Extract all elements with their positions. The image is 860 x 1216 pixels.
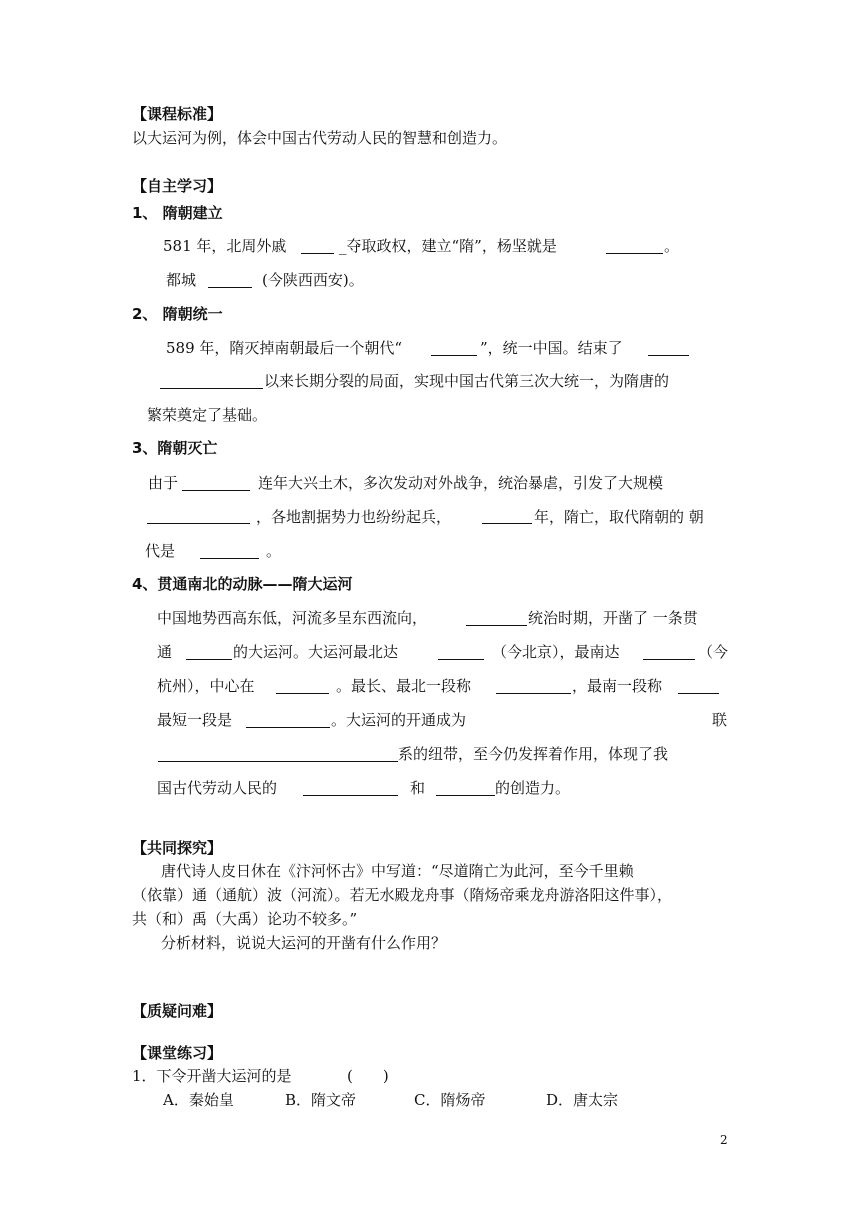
item4-title: 4、贯通南北的动脉——隋大运河 bbox=[132, 575, 353, 593]
item2-line2: 以来长期分裂的局面，实现中国古代第三次大统一，为隋唐的 bbox=[264, 372, 670, 390]
item2-line1a: 589 年，隋灭掉南朝最后一个朝代“ bbox=[166, 339, 403, 357]
option-c: C．隋炀帝 bbox=[414, 1091, 486, 1109]
self-study-heading: 【自主学习】 bbox=[132, 177, 223, 195]
blank-field bbox=[160, 388, 263, 389]
blank-field bbox=[182, 490, 250, 491]
blank-field bbox=[246, 727, 330, 728]
practice-heading: 【课堂练习】 bbox=[132, 1044, 223, 1062]
blank-field bbox=[496, 693, 571, 694]
blank-field bbox=[158, 761, 398, 762]
explore-paragraph-line: 唐代诗人皮日休在《汴河怀古》中写道：“尽道隋亡为此河，至今千里赖 bbox=[161, 862, 634, 880]
option-d: D．唐太宗 bbox=[546, 1091, 619, 1109]
item4-line2b: 的大运河。大运河最北达 bbox=[233, 643, 399, 661]
explore-paragraph-line: （依靠）通（通航）波（河流）。若无水殿龙舟事（隋炀帝乘龙舟游洛阳这件事）， bbox=[132, 886, 673, 904]
curriculum-heading: 【课程标准】 bbox=[132, 105, 223, 123]
blank-field bbox=[648, 355, 689, 356]
item1-line2a: 都城 bbox=[166, 271, 197, 289]
explore-paragraph-line: 共（和）禹（大禹）论功不较多。” bbox=[132, 910, 358, 928]
item4-line2c: （今北京），最南达 bbox=[492, 643, 620, 661]
item2-title: 2、 隋朝统一 bbox=[132, 305, 223, 323]
blank-field bbox=[643, 659, 695, 660]
item4-line6b: 和 bbox=[410, 779, 426, 797]
blank-field bbox=[678, 693, 719, 694]
curriculum-text: 以大运河为例，体会中国古代劳动人民的智慧和创造力。 bbox=[132, 129, 508, 147]
item4-line4b: 。大运河的开通成为 bbox=[331, 711, 467, 729]
blank-field bbox=[303, 795, 398, 796]
item3-line2b: 年，隋亡，取代隋朝的 朝 bbox=[534, 508, 704, 526]
item4-line5: 系的纽带，至今仍发挥着作用，体现了我 bbox=[398, 745, 669, 763]
item4-line4a: 最短一段是 bbox=[157, 711, 233, 729]
explore-question: 分析材料，说说大运河的开凿有什么作用？ bbox=[161, 934, 447, 952]
blank-field bbox=[436, 795, 495, 796]
blank-field bbox=[147, 523, 250, 524]
item4-line3a: 杭州），中心在 bbox=[157, 677, 255, 695]
blank-field bbox=[200, 558, 259, 559]
questions-heading: 【质疑问难】 bbox=[132, 1002, 223, 1020]
item2-line1b: ”，统一中国。结束了 bbox=[480, 339, 623, 357]
option-b: B．隋文帝 bbox=[285, 1091, 357, 1109]
item1-line2b: (今陕西西安)。 bbox=[262, 271, 364, 289]
item4-line1a: 中国地势西高东低，河流多呈东西流向， bbox=[157, 609, 428, 627]
item1-line1a: 581 年，北周外戚 bbox=[163, 237, 287, 255]
item1-title: 1、 隋朝建立 bbox=[132, 204, 223, 222]
blank-field bbox=[482, 523, 532, 524]
blank-field bbox=[438, 659, 484, 660]
item3-line1b: 连年大兴土木，多次发动对外战争，统治暴虐，引发了大规模 bbox=[258, 474, 664, 492]
item3-line1a: 由于 bbox=[148, 474, 179, 492]
option-a: A．秦始皇 bbox=[163, 1091, 234, 1109]
item3-line3a: 代是 bbox=[145, 542, 176, 560]
blank-field bbox=[186, 659, 232, 660]
item2-line3: 繁荣奠定了基础。 bbox=[147, 406, 268, 424]
blank-field bbox=[208, 287, 252, 288]
blank-field bbox=[301, 253, 334, 254]
item4-line3c: ，最南一段称 bbox=[572, 677, 663, 695]
item1-line1b: _夺取政权，建立“隋”，杨坚就是 bbox=[339, 237, 557, 255]
item4-line3b: 。最长、最北一段称 bbox=[336, 677, 472, 695]
item4-line2d: （今 bbox=[698, 643, 729, 661]
page-number: 2 bbox=[720, 1133, 728, 1147]
item3-line3b: 。 bbox=[266, 542, 282, 560]
blank-field bbox=[276, 693, 329, 694]
item4-line6a: 国古代劳动人民的 bbox=[157, 779, 278, 797]
item4-line4c: 联 bbox=[712, 711, 728, 729]
item1-line1c: 。 bbox=[664, 237, 680, 255]
blank-field bbox=[431, 355, 477, 356]
item4-line1b: 统治时期，开凿了 一条贯 bbox=[528, 609, 698, 627]
item4-line6c: 的创造力。 bbox=[495, 779, 571, 797]
item3-title: 3、隋朝灭亡 bbox=[132, 439, 218, 457]
blank-field bbox=[466, 625, 527, 626]
item3-line2a: ，各地割据势力也纷纷起兵， bbox=[256, 508, 452, 526]
explore-heading: 【共同探究】 bbox=[132, 839, 223, 857]
practice-question-1: 1．下令开凿大运河的是 bbox=[132, 1067, 292, 1085]
answer-parentheses: ( ) bbox=[347, 1067, 389, 1085]
item4-line2a: 通 bbox=[157, 643, 173, 661]
blank-field bbox=[606, 253, 663, 254]
